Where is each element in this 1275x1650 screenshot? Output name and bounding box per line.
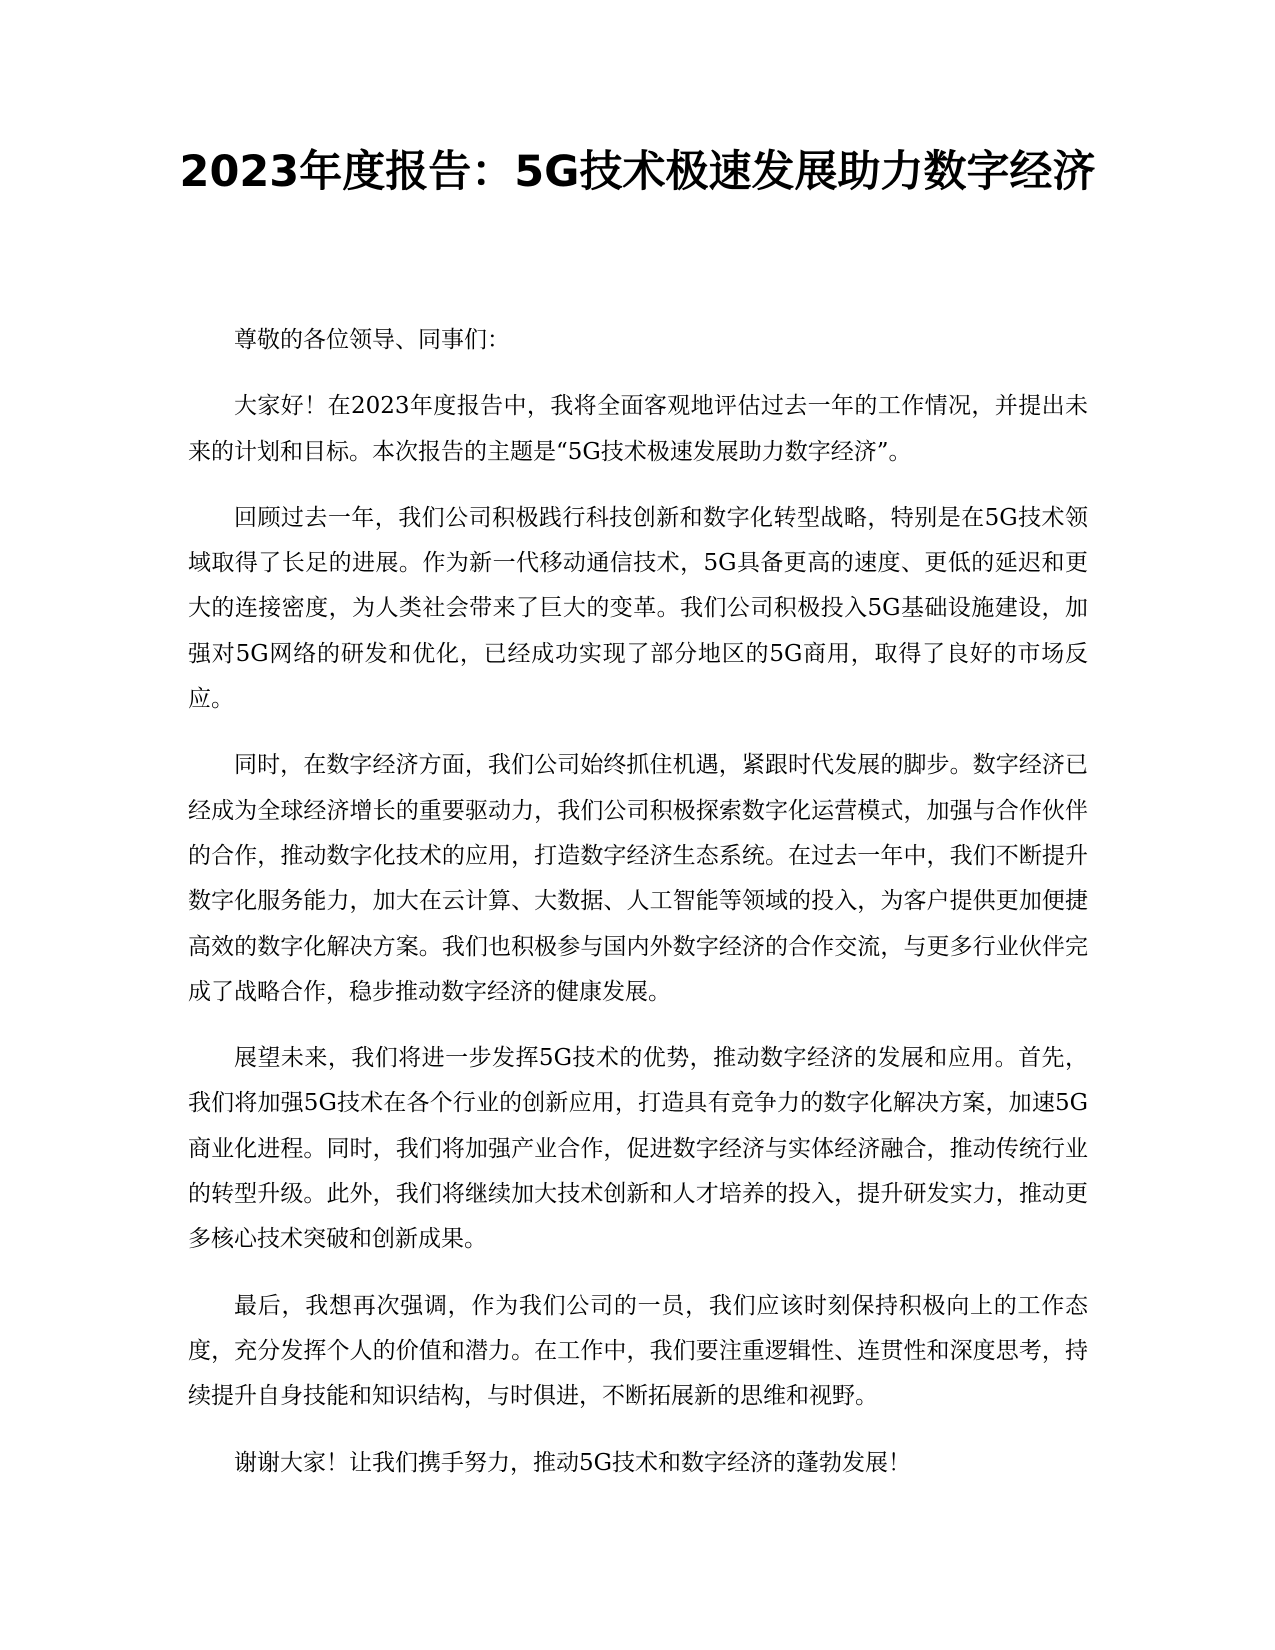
salutation: 尊敬的各位领导、同事们： xyxy=(234,327,510,353)
document-title: 2023年度报告：5G技术极速发展助力数字经济 xyxy=(179,147,1096,197)
paragraph-closing: 谢谢大家！让我们携手努力，推动5G技术和数字经济的蓬勃发展！ xyxy=(234,1449,912,1476)
paragraph-digital-economy: 同时，在数字经济方面，我们公司始终抓住机遇，紧跟时代发展的脚步。数字经济已经成为全球经济增长的重要驱动力，我们公司积极探索数字化运营模式，加强与合作伙伴的合作，推动数字化技术的应用，打造数字经济生态系统。在过去一年中，我们不断提升数字化服务能力，加大在云计算、大数据、人工智能等领域的投入，为客户提供更加便捷高效的数字化解决方案。我们也积极参与国内外数字经济的合作交流，与更多行业伙伴完成了战略合作，稳步推动数字经济的健康发展。 xyxy=(188,752,1088,1005)
paragraph-outlook: 展望未来，我们将进一步发挥5G技术的优势，推动数字经济的发展和应用。首先，我们将加强5G技术在各个行业的创新应用，打造具有竞争力的数字化解决方案，加速5G商业化进程。同时，我们将加强产业合作，促进数字经济与实体经济融合，推动传统行业的转型升级。此外，我们将继续加大技术创新和人才培养的投入，提升研发实力，推动更多核心技术突破和创新成果。 xyxy=(188,1045,1088,1253)
paragraph-intro: 大家好！在2023年度报告中，我将全面客观地评估过去一年的工作情况，并提出未来的计划和目标。本次报告的主题是“5G技术极速发展助力数字经济”。 xyxy=(188,393,1088,465)
document-body xyxy=(188,318,1088,1507)
paragraph-emphasis: 最后，我想再次强调，作为我们公司的一员，我们应该时刻保持积极向上的工作态度，充分发挥个人的价值和潜力。在工作中，我们要注重逻辑性、连贯性和深度思考，持续提升自身技能和知识结构，与时俱进，不断拓展新的思维和视野。 xyxy=(188,1292,1088,1410)
paragraph-review: 回顾过去一年，我们公司积极践行科技创新和数字化转型战略，特别是在5G技术领域取得了长足的进展。作为新一代移动通信技术，5G具备更高的速度、更低的延迟和更大的连接密度，为人类社会带来了巨大的变革。我们公司积极投入5G基础设施建设，加强对5G网络的研发和优化，已经成功实现了部分地区的5G商用，取得了良好的市场反应。 xyxy=(188,504,1088,713)
